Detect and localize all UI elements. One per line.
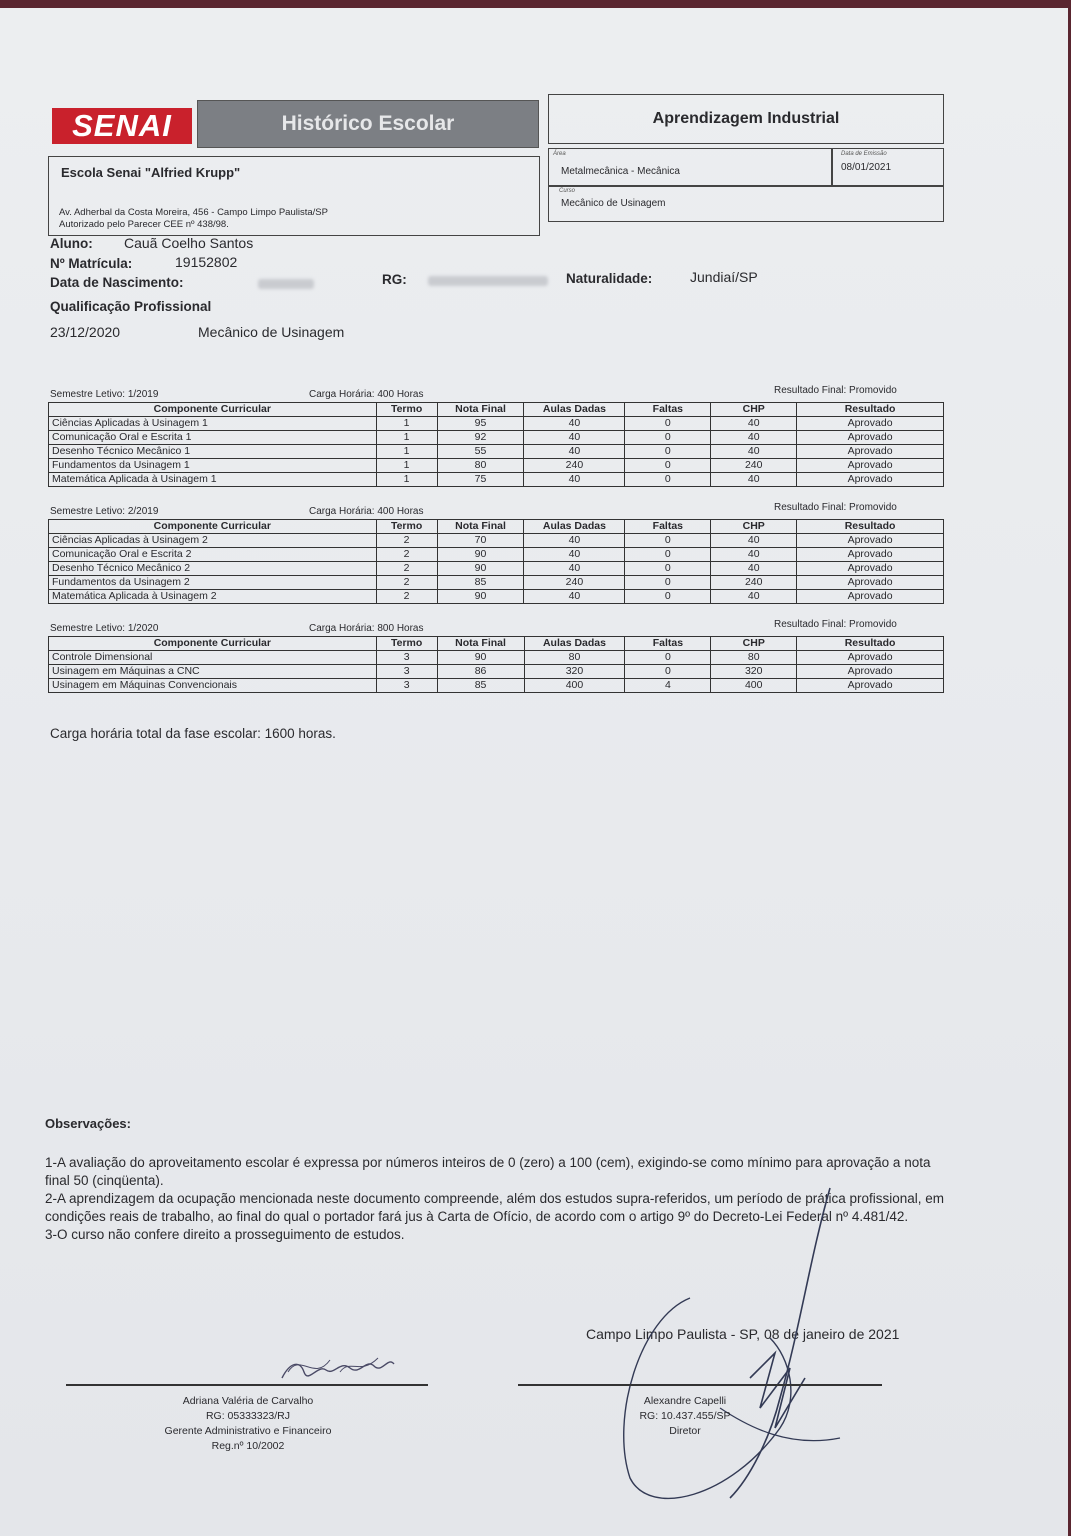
column-header: Resultado (797, 520, 944, 534)
table-cell: 0 (625, 665, 711, 679)
registration-number: 19152802 (175, 254, 238, 270)
table-row (49, 473, 944, 487)
table-cell: 90 (437, 548, 524, 562)
table-cell: Comunicação Oral e Escrita 1 (49, 431, 377, 445)
table-cell: 75 (437, 473, 524, 487)
signer-left-name: Adriana Valéria de Carvalho (182, 1395, 314, 1407)
table-cell: 40 (711, 445, 797, 459)
table-cell: 2 (376, 590, 437, 604)
table-cell: 2 (376, 548, 437, 562)
column-header: Aulas Dadas (524, 403, 625, 417)
column-header: Faltas (625, 637, 711, 651)
semester-2-table (48, 519, 944, 604)
column-header: Termo (376, 637, 437, 651)
semester-1-hours: Carga Horária: 400 Horas (309, 389, 424, 400)
table-cell: Ciências Aplicadas à Usinagem 2 (49, 534, 377, 548)
signer-right-name: Alexandre Capelli (643, 1395, 727, 1407)
school-authorization: Autorizado pelo Parecer CEE nº 438/98. (59, 219, 229, 230)
table-row (49, 562, 944, 576)
rg-redacted (428, 276, 548, 286)
table-cell: 40 (524, 417, 625, 431)
area-value: Metalmecânica - Mecânica (561, 166, 680, 177)
course-label: Curso (559, 188, 576, 194)
signer-right-role: Diretor (669, 1425, 701, 1437)
semester-2-label: Semestre Letivo: 2/2019 (50, 506, 159, 517)
course-value: Mecânico de Usinagem (561, 198, 666, 209)
table-cell: 240 (524, 459, 625, 473)
table-row (49, 534, 944, 548)
table-cell: 240 (711, 459, 797, 473)
column-header: CHP (711, 637, 797, 651)
table-cell: 0 (625, 562, 711, 576)
table-row (49, 445, 944, 459)
table-cell: 0 (625, 534, 711, 548)
table-cell: Fundamentos da Usinagem 1 (49, 459, 377, 473)
table-cell: 86 (437, 665, 524, 679)
observation-3: 3-O curso não confere direito a prosseguimento de estudos. (45, 1227, 405, 1242)
school-name: Escola Senai "Alfried Krupp" (61, 165, 241, 180)
table-cell: Desenho Técnico Mecânico 1 (49, 445, 377, 459)
table-cell: Aprovado (797, 665, 944, 679)
column-header: Nota Final (437, 403, 524, 417)
table-row (49, 576, 944, 590)
issue-date-value: 08/01/2021 (841, 162, 892, 173)
table-cell: Ciências Aplicadas à Usinagem 1 (49, 417, 377, 431)
table-cell: 40 (524, 445, 625, 459)
table-row (49, 459, 944, 473)
signature-right-block (600, 1394, 770, 1439)
semester-1-final: Resultado Final: Promovido (774, 385, 897, 396)
table-cell: 1 (376, 445, 437, 459)
semester-3-label: Semestre Letivo: 1/2020 (50, 623, 159, 634)
table-cell: Usinagem em Máquinas Convencionais (49, 679, 377, 693)
signer-left-role: Gerente Administrativo e Financeiro (164, 1425, 332, 1437)
column-header: Faltas (625, 403, 711, 417)
table-cell: Aprovado (797, 534, 944, 548)
table-cell: 90 (437, 590, 524, 604)
column-header: Faltas (625, 520, 711, 534)
student-name-label: Aluno: (50, 236, 93, 251)
table-cell: Aprovado (797, 459, 944, 473)
birth-date-label: Data de Nascimento: (50, 275, 184, 290)
table-cell: 0 (625, 459, 711, 473)
table-cell: 40 (711, 590, 797, 604)
document-sheet (0, 8, 1068, 1536)
table-cell: 0 (625, 590, 711, 604)
table-cell: 1 (376, 459, 437, 473)
table-cell: 1 (376, 431, 437, 445)
registration-label: Nº Matrícula: (50, 256, 133, 271)
column-header: Nota Final (437, 520, 524, 534)
table-cell: 2 (376, 576, 437, 590)
table-cell: 70 (437, 534, 524, 548)
senai-logo: SENAI (52, 108, 192, 144)
school-address-block (59, 207, 328, 231)
birth-date-redacted (258, 279, 314, 289)
table-cell: 3 (376, 665, 437, 679)
total-hours: Carga horária total da fase escolar: 1600 horas. (50, 726, 336, 741)
table-row (49, 548, 944, 562)
signer-left-rg: RG: 05333323/RJ (205, 1410, 291, 1422)
column-header: Nota Final (437, 637, 524, 651)
qualification-name: Mecânico de Usinagem (198, 324, 345, 340)
school-address: Av. Adherbal da Costa Moreira, 456 - Campo Limpo Paulista/SP (59, 207, 328, 218)
table-row (49, 679, 944, 693)
table-cell: 55 (437, 445, 524, 459)
table-cell: 40 (711, 431, 797, 445)
table-row (49, 431, 944, 445)
table-cell: Aprovado (797, 445, 944, 459)
table-cell: 85 (437, 679, 524, 693)
birthplace-value: Jundiaí/SP (690, 269, 758, 285)
table-cell: 40 (524, 473, 625, 487)
table-cell: Aprovado (797, 679, 944, 693)
table-cell: 90 (437, 651, 524, 665)
column-header: Componente Curricular (49, 637, 377, 651)
table-cell: 4 (625, 679, 711, 693)
semester-3-final: Resultado Final: Promovido (774, 619, 897, 630)
table-cell: 80 (711, 651, 797, 665)
semester-1-table (48, 402, 944, 487)
table-cell: Desenho Técnico Mecânico 2 (49, 562, 377, 576)
signature-line-left (66, 1384, 428, 1386)
table-cell: 0 (625, 576, 711, 590)
signature-left-scribble (270, 1342, 410, 1390)
table-row (49, 651, 944, 665)
column-header: CHP (711, 403, 797, 417)
table-cell: 3 (376, 651, 437, 665)
table-cell: 85 (437, 576, 524, 590)
table-cell: Aprovado (797, 651, 944, 665)
table-cell: Aprovado (797, 590, 944, 604)
table-cell: Aprovado (797, 431, 944, 445)
column-header: CHP (711, 520, 797, 534)
qualification-date: 23/12/2020 (50, 324, 121, 340)
table-cell: 400 (524, 679, 625, 693)
birthplace-label: Naturalidade: (566, 271, 653, 286)
table-cell: Aprovado (797, 576, 944, 590)
column-header: Termo (376, 403, 437, 417)
signature-left-block (106, 1394, 390, 1454)
table-cell: 0 (625, 431, 711, 445)
observations-title: Observações: (45, 1116, 131, 1131)
table-cell: 320 (711, 665, 797, 679)
table-cell: 40 (711, 417, 797, 431)
table-cell: 92 (437, 431, 524, 445)
table-cell: 0 (625, 548, 711, 562)
table-cell: 2 (376, 562, 437, 576)
program-title: Aprendizagem Industrial (548, 94, 944, 144)
school-box (48, 156, 540, 236)
table-cell: 40 (524, 534, 625, 548)
table-cell: 40 (711, 473, 797, 487)
place-date: Campo Limpo Paulista - SP, 08 de janeiro de 2021 (586, 1326, 900, 1342)
table-cell: 0 (625, 651, 711, 665)
issue-date-label: Data de Emissão (841, 151, 887, 157)
table-cell: 40 (711, 548, 797, 562)
table-cell: 240 (711, 576, 797, 590)
area-label: Área (553, 151, 566, 157)
table-cell: 320 (524, 665, 625, 679)
student-name: Cauã Coelho Santos (124, 235, 254, 251)
table-cell: 40 (711, 534, 797, 548)
table-cell: Aprovado (797, 473, 944, 487)
table-cell: Matemática Aplicada à Usinagem 1 (49, 473, 377, 487)
signature-line-right (518, 1384, 882, 1386)
table-cell: 90 (437, 562, 524, 576)
table-row (49, 417, 944, 431)
column-header: Componente Curricular (49, 403, 377, 417)
table-cell: 2 (376, 534, 437, 548)
table-cell: Aprovado (797, 562, 944, 576)
column-header: Aulas Dadas (524, 520, 625, 534)
column-header: Aulas Dadas (524, 637, 625, 651)
table-cell: 95 (437, 417, 524, 431)
semester-3-hours: Carga Horária: 800 Horas (309, 623, 424, 634)
table-cell: 0 (625, 445, 711, 459)
table-cell: 80 (524, 651, 625, 665)
semester-2-hours: Carga Horária: 400 Horas (309, 506, 424, 517)
table-row (49, 665, 944, 679)
rg-label: RG: (382, 272, 407, 287)
signer-left-reg: Reg.nº 10/2002 (211, 1440, 285, 1452)
table-cell: 80 (437, 459, 524, 473)
table-cell: 40 (524, 431, 625, 445)
table-cell: 40 (711, 562, 797, 576)
column-header: Componente Curricular (49, 520, 377, 534)
course-info-box (548, 148, 944, 222)
table-cell: 40 (524, 590, 625, 604)
table-cell: 3 (376, 679, 437, 693)
table-cell: Comunicação Oral e Escrita 2 (49, 548, 377, 562)
table-cell: 1 (376, 417, 437, 431)
observation-2: 2-A aprendizagem da ocupação mencionada neste documento compreende, além dos estudos supra-referidos, um período de prática profissional, em condições reais de trabalho, ao final do qual o portador fará jus à Carta de Ofício, de acordo com o artigo 9º do Decreto-Lei Federal nº 4.481/42. (45, 1191, 945, 1224)
signature-right-scribble (600, 1178, 860, 1518)
table-cell: Aprovado (797, 417, 944, 431)
table-cell: 40 (524, 548, 625, 562)
signer-right-rg: RG: 10.437.455/SP (639, 1410, 731, 1422)
table-cell: 240 (524, 576, 625, 590)
document-title: Histórico Escolar (197, 100, 539, 148)
table-cell: Usinagem em Máquinas a CNC (49, 665, 377, 679)
observation-1: 1-A avaliação do aproveitamento escolar é expressa por números inteiros de 0 (zero) a 100 (cem), exigindo-se como mínimo para aprovação a nota final 50 (cinqüenta). (45, 1155, 931, 1188)
semester-3-table (48, 636, 944, 693)
table-cell: Matemática Aplicada à Usinagem 2 (49, 590, 377, 604)
table-cell: Fundamentos da Usinagem 2 (49, 576, 377, 590)
semester-2-final: Resultado Final: Promovido (774, 502, 897, 513)
semester-1-label: Semestre Letivo: 1/2019 (50, 389, 159, 400)
table-row (49, 590, 944, 604)
qualification-label: Qualificação Profissional (50, 299, 212, 314)
table-cell: Controle Dimensional (49, 651, 377, 665)
table-cell: 400 (711, 679, 797, 693)
column-header: Termo (376, 520, 437, 534)
table-cell: 0 (625, 473, 711, 487)
table-cell: 40 (524, 562, 625, 576)
table-cell: 1 (376, 473, 437, 487)
table-cell: 0 (625, 417, 711, 431)
table-cell: Aprovado (797, 548, 944, 562)
column-header: Resultado (797, 637, 944, 651)
column-header: Resultado (797, 403, 944, 417)
